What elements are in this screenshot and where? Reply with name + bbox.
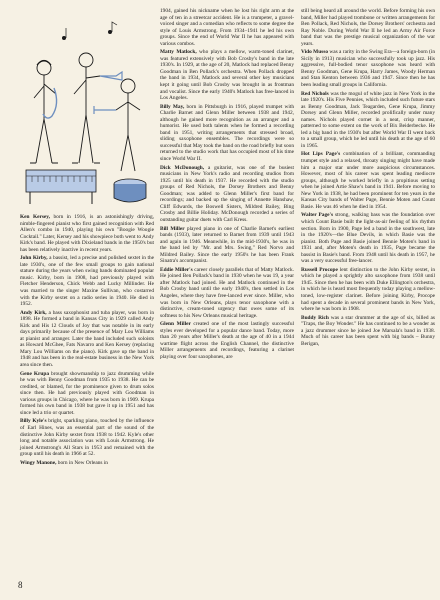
biography-entry: [301, 315, 435, 348]
drum-shape: [114, 179, 146, 202]
saxophonist-figure: [30, 61, 58, 164]
musician-name: Buddy Rich: [301, 314, 329, 321]
biography-entry: [301, 91, 435, 150]
biography-text: born in 1916, is an astonishingly driving, nimble-fingered pianist who first gained recognition with Red Allen's combo in 1940, playing his own "Boogie Woogie Cocktail." Later, Kersey and his showpiece both went to Andy Kirk's band. He played with Dixieland bands in the 1950's but has been relatively inactive in recent years.: [20, 214, 154, 253]
biography-entry: [20, 371, 154, 417]
trumpeter-figure: [72, 53, 122, 163]
biography-entry: [20, 214, 154, 253]
musician-name: Walter Page's: [301, 212, 334, 219]
piano-shape: [26, 170, 96, 204]
biography-entry: [20, 310, 154, 369]
biography-text: strong, walking bass was the foundation over which Count Basie built the light-as-air feeling of his rhythm section. Born in 1900, Page led a band in the southwest, late in the 1920's—the Blue Devils, in which Basie was the pianist. Both Page and Basie joined Bennie Moten's band in 1931 and, after Moten's death in 1935, Page became the bassist in Basie's band. From 1948 until his death in 1957, he was a very successful free-lancer.: [301, 212, 435, 265]
biography-entry: [160, 267, 294, 319]
biography-text: who plays a mellow, warm-toned clarinet, was featured extensively with Bob Crosby's band in the late 1930's. In 1929, at the age of 20, Matlock had replaced Benny Goodman in Ben Pollack's orchestra. When Pollack dropped the band in 1934, Matlock and several other key musicians kept it going until Bob Crosby was brought in as frontman and vocalist. Since the early 1940's Matlock has free-lanced in Los Angeles.: [160, 49, 294, 102]
biography-entry: [20, 460, 154, 467]
music-notes: [62, 22, 117, 40]
column-left: [20, 214, 154, 468]
musician-name: Bill Miller: [160, 225, 185, 232]
biography-text: created one of the most lastingly successful styles ever developed for a popular dance band. Today, more than 20 years after Miller's death at the age of 40 in a 1944 wartime flight across the English Channel, the distinctive Miller arrangements and recordings, featuring a clarinet playing over four saxophones, are: [160, 321, 294, 360]
biography-entry: [301, 8, 435, 47]
biography-text: was the mogul of white jazz in New York in the late 1920's. His Five Pennies, which included such future stars as Benny Goodman, Jack Teagarden, Gene Krupa, Jimmy Dorsey and Glenn Miller, recorded prolifically under many names. Nichols played cornet in a neat, crisp manner, patterned to some extent on the work of Bix Beiderbecke. He led a big band in the 1930's but after World War II went back to a small group, which he led until his death at the age of 60 in 1965.: [301, 90, 435, 149]
musician-name: Billy May,: [160, 103, 185, 110]
biography-entry: [160, 165, 294, 224]
musician-name: Russell Procope: [301, 266, 338, 273]
biography-entry: [160, 321, 294, 360]
biography-entry: [301, 151, 435, 210]
biography-entry: [160, 49, 294, 101]
musician-name: Vido Musso: [301, 49, 329, 56]
biography-entry: [20, 255, 154, 307]
musician-name: Dick McDonough,: [160, 164, 205, 171]
musician-name: Matty Matlock,: [160, 49, 197, 56]
page-number: 8: [18, 580, 23, 590]
biography-entry: [301, 212, 435, 264]
biography-text: combination of a brilliant, commanding trumpet style and a relaxed, throaty singing might have made him a major star under more auspicious circumstances. However, most of his career was spent leading mediocre groups, although he worked briefly in a propitious setting when he joined Artie Shaw's band in 1941. Before moving to New York in 1938, he had been prominent for ten years in the Kansas City bands of Walter Page, Bennie Moten and Count Basie. He was 46 when he died in 1954.: [301, 151, 435, 210]
biography-text: still being heard all around the world. Before forming his own band, Miller had played trombone or written arrangements for Ben Pollack, Red Nichols, the Dorsey Brothers' orchestra and Ray Noble. During World War II he led an Army Air Force band that was the prestige musical organization of the war years.: [301, 8, 435, 47]
biography-entry: [301, 49, 435, 88]
biography-entry: [20, 418, 154, 457]
biography-text: a bass saxophonist and tuba player, was born in 1898. He formed a band in Kansas City in 1929 called Andy Kirk and His 12 Clouds of Joy that was notable in its early days primarily because of the presence of Mary Lou Williams at pianist and arranger. Later the band included such soloists as Howard McGhee, Fats Navarro and Ken Kersey (replacing Mary Lou Williams on the piano). Kirk gave up the band in 1948 and has been in the real-estate business in the New York area since then.: [20, 309, 154, 369]
column-right: [301, 8, 435, 349]
biography-text: was a rarity in the Swing Era—a foreign-born (in Sicily in 1913) musician who successfully took up jazz. His aggressive, full-bodied tenor saxophone was heard with Benny Goodman, Gene Krupa, Harry James, Woody Herman and Stan Kenton between 1936 and 1947. Since then he has been leading small groups in California.: [301, 49, 435, 89]
biography-text: was a star drummer at the age of six, billed as "Traps, the Boy Wonder." He has continued to be a wonder as a jazz drummer since he joined Joe Marsala's band in 1938. Much of his career has been spent with big bands – Bunny Berigan,: [301, 314, 435, 347]
musician-name: Hot Lips Page's: [301, 151, 341, 158]
biography-text: born in New Orleans in: [56, 459, 108, 466]
biography-text: a guitarist, was one of the busiest musicians in New York's radio and recording studios from 1925 until his death in 1937. He recorded with the studio groups of Red Nichols, the Dorsey Brothers and Benny Goodman; was added to Glenn Miller's first band for recordings; and backed up the singing of Annette Hanshaw, Cliff Edwards, the Boswell Sisters, Mildred Bailey, Bing Crosby and Billie Holiday. McDonough recorded a series of outstanding guitar duets with Carl Kress.: [160, 164, 294, 223]
biography-entry: [160, 104, 294, 163]
trombonist-figure: [94, 79, 140, 171]
musician-name: Glenn Miller: [160, 321, 191, 328]
musician-name: Billy Kyle's: [20, 418, 47, 425]
biography-text: born in Pittsburgh in 1916, played trumpet with Charlie Barnet and Glenn Miller between 1938 and 1942, although he gained more recognition as an arranger and a humorist. He used both talents when he formed a recording band in 1951, writing arrangements that stressed broad, sliding saxophone ensembles. The recordings were so successful that May took the band on the road briefly but soon returned to the studio work that has occupied most of his time since World War II.: [160, 103, 294, 163]
musician-name: Eddie Miller's: [160, 266, 193, 273]
biography-entry: [160, 8, 294, 47]
musician-name: Red Nichols: [301, 90, 329, 97]
musicians-illustration: [20, 8, 154, 208]
biography-text: lent distinction to the John Kirby sextet, in which he played a sprightly alto saxophone from 1938 until 1945. Since then he has been with Duke Ellington's orchestra, in which he is heard most frequently today playing a mellow-toned, low-register clarinet. Before joining Kirby, Procope had spent a decade in several prominent bands in New York, where he was born in 1908.: [301, 266, 435, 313]
biography-entry: [160, 226, 294, 265]
biography-entry: [301, 267, 435, 313]
musician-name: Ken Kersey,: [20, 214, 51, 220]
biography-text: career closely parallels that of Matty Matlock. He joined Ben Pollack's band in 1930 when he was 19, a year after Matlock had joined. He and Matlock continued in the Bob Crosby band until the early 1940's, then settled in Los Angeles, where they have free-lanced ever since. Miller, who was born in New Orleans, plays tenor saxophone with a distinctive, cream-toned urgency that owes some of its softness to his New Orleans musical heritage.: [160, 266, 294, 319]
musician-name: Gene Krupa: [20, 370, 50, 377]
biography-text: 1904, gained his nickname when he lost his right arm at the age of ten in a streetcar accident. He is a trumpeter, a gravel-voiced singer and a comedian who reflects to some degree the style of Louis Armstrong. From 1934–1941 he led his own groups. Since the end of World War II he has appeared with various combos.: [160, 8, 294, 47]
musician-name: John Kirby,: [20, 255, 48, 262]
musician-name: Andy Kirk,: [20, 309, 47, 316]
biography-text: bright, sparkling piano, touched by the influence of Earl Hines, was an essential part of the sound of the distinctive John Kirby sextet from 1938 to 1942. Kyle's other long and notable association was with Louis Armstrong. He joined Armstrong's All Stars in 1953 and remained with the group until his death in 1966 at 52.: [20, 418, 154, 458]
biography-text: played piano in one of Charlie Barnet's earliest bands (1933), later returned to Barnet from 1939 until 1943 and again in 1946. Meanwhile, in the mid-1930's, he was in the band led by "Mr. and Mrs. Swing," Red Norvo and Mildred Bailey. Since the early 1950's he has been Frank Sinatra's accompanist.: [160, 225, 294, 265]
column-middle: [160, 8, 294, 362]
biography-text: brought showmanship to jazz drumming while he was with Benny Goodman from 1935 to 1938. He can be credited, or blamed, for the prominence given to drum solos since then. He had previously played with Goodman in various groups in Chicago, where he was born in 1909. Krupa formed his own band in 1938 but gave it up in 1951 and has since led a trio or quartet.: [20, 370, 154, 416]
biography-text: a bassist, led a precise and polished sextet in the late 1930's, one of the few small groups to gain national stature during the years when swing bands dominated popular music. Kirby, born in 1908, had previously played with Fletcher Henderson, Chick Webb and Lucky Millinder. He was married to the singer Maxine Sullivan, who costarred with the Kirby sextet on a radio series in 1940. He died in 1952.: [20, 255, 155, 308]
musician-name: Wingy Manone,: [20, 459, 57, 466]
